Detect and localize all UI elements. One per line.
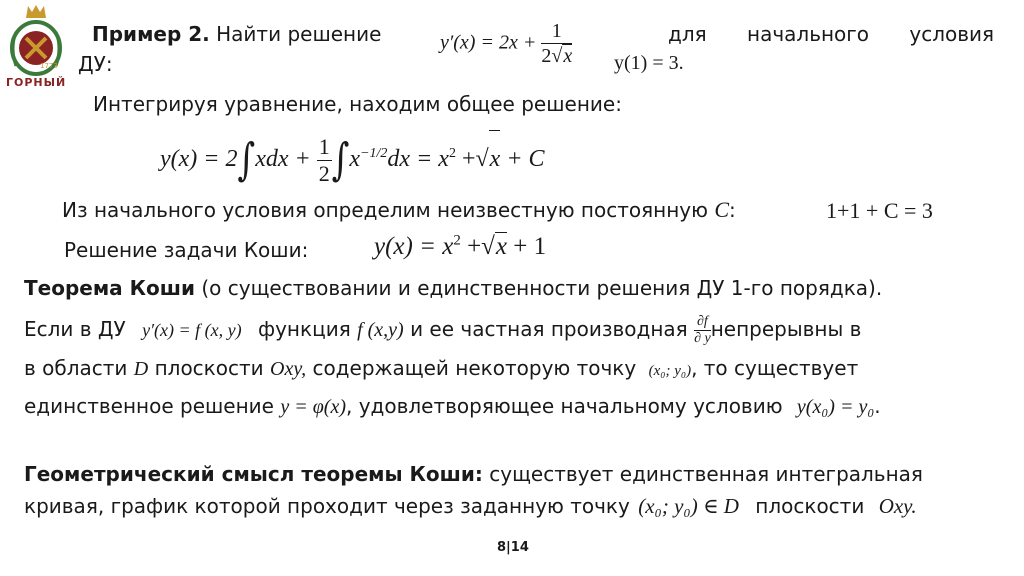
cauchy-solution-formula: $y(x) = x^2 +√x + 1$ bbox=[374, 232, 547, 260]
theorem-line-2: Если в ДУ y′(x) = f (x, y) функция f (x,y) и ее частная производная $\frac{\partial f}{\partial y}$ непрерывны в bbox=[24, 314, 862, 346]
example-text-right: для начального условия bbox=[668, 22, 995, 46]
logo-year: 1773 bbox=[40, 62, 58, 70]
constant-text: Из начального условия определим неизвестную постоянную C: bbox=[62, 197, 736, 222]
theorem-line-4: единственное решение y = φ(x), удовлетворяющее начальному условию y(x₀) = y₀. bbox=[24, 394, 881, 418]
constant-equation: 1+1 + C = 3 bbox=[826, 198, 933, 223]
example-eq-den: 2√x bbox=[541, 45, 573, 67]
geometric-line-1: Геометрический смысл теоремы Коши: существует единственная интегральная bbox=[24, 462, 923, 486]
example-equation bbox=[440, 20, 572, 68]
general-solution-formula: y(x) = 2∫xdx + $\frac{1}{2}$ $\int x^{-1/2}dx = x^2 +√x + C$ bbox=[160, 126, 545, 186]
theorem-title: Теорема Коши bbox=[24, 276, 195, 300]
example-eq-left: y′(x) = 2x + bbox=[440, 31, 537, 54]
example-text-du: ДУ: bbox=[78, 52, 113, 76]
integral-sign-icon: ∫ bbox=[331, 134, 350, 187]
partial-derivative: $\frac{\partial f}{\partial y}$ bbox=[694, 314, 711, 346]
example-eq-fraction bbox=[541, 20, 572, 68]
example-initial-condition: y(1) = 3. bbox=[614, 52, 684, 74]
example-eq-num: 1 bbox=[541, 20, 572, 44]
logo-name: ГОРНЫЙ bbox=[6, 76, 67, 89]
geometric-line-2: кривая, график которой проходит через заданную точку (x₀; y₀) ∈ D плоскости Oxy. bbox=[24, 494, 917, 518]
cauchy-solution-text: Решение задачи Коши: bbox=[64, 238, 309, 262]
example-title bbox=[92, 22, 381, 46]
theorem-line-3: в области D плоскости Oxy, содержащей некоторую точку (x₀; y₀), то существует bbox=[24, 356, 859, 380]
page-number: 8|14 bbox=[497, 540, 529, 555]
general-solution-text: Интегрируя уравнение, находим общее решение: bbox=[93, 92, 622, 116]
integral-sign-icon: ∫ bbox=[237, 134, 256, 187]
example-label: Пример 2. bbox=[92, 22, 210, 46]
theorem-title-line: Теорема Коши (о существовании и единственности решения ДУ 1-го порядка). bbox=[24, 276, 883, 300]
example-text: Найти решение bbox=[209, 22, 382, 46]
university-logo bbox=[4, 2, 68, 94]
geometric-title: Геометрический смысл теоремы Коши: bbox=[24, 462, 483, 486]
